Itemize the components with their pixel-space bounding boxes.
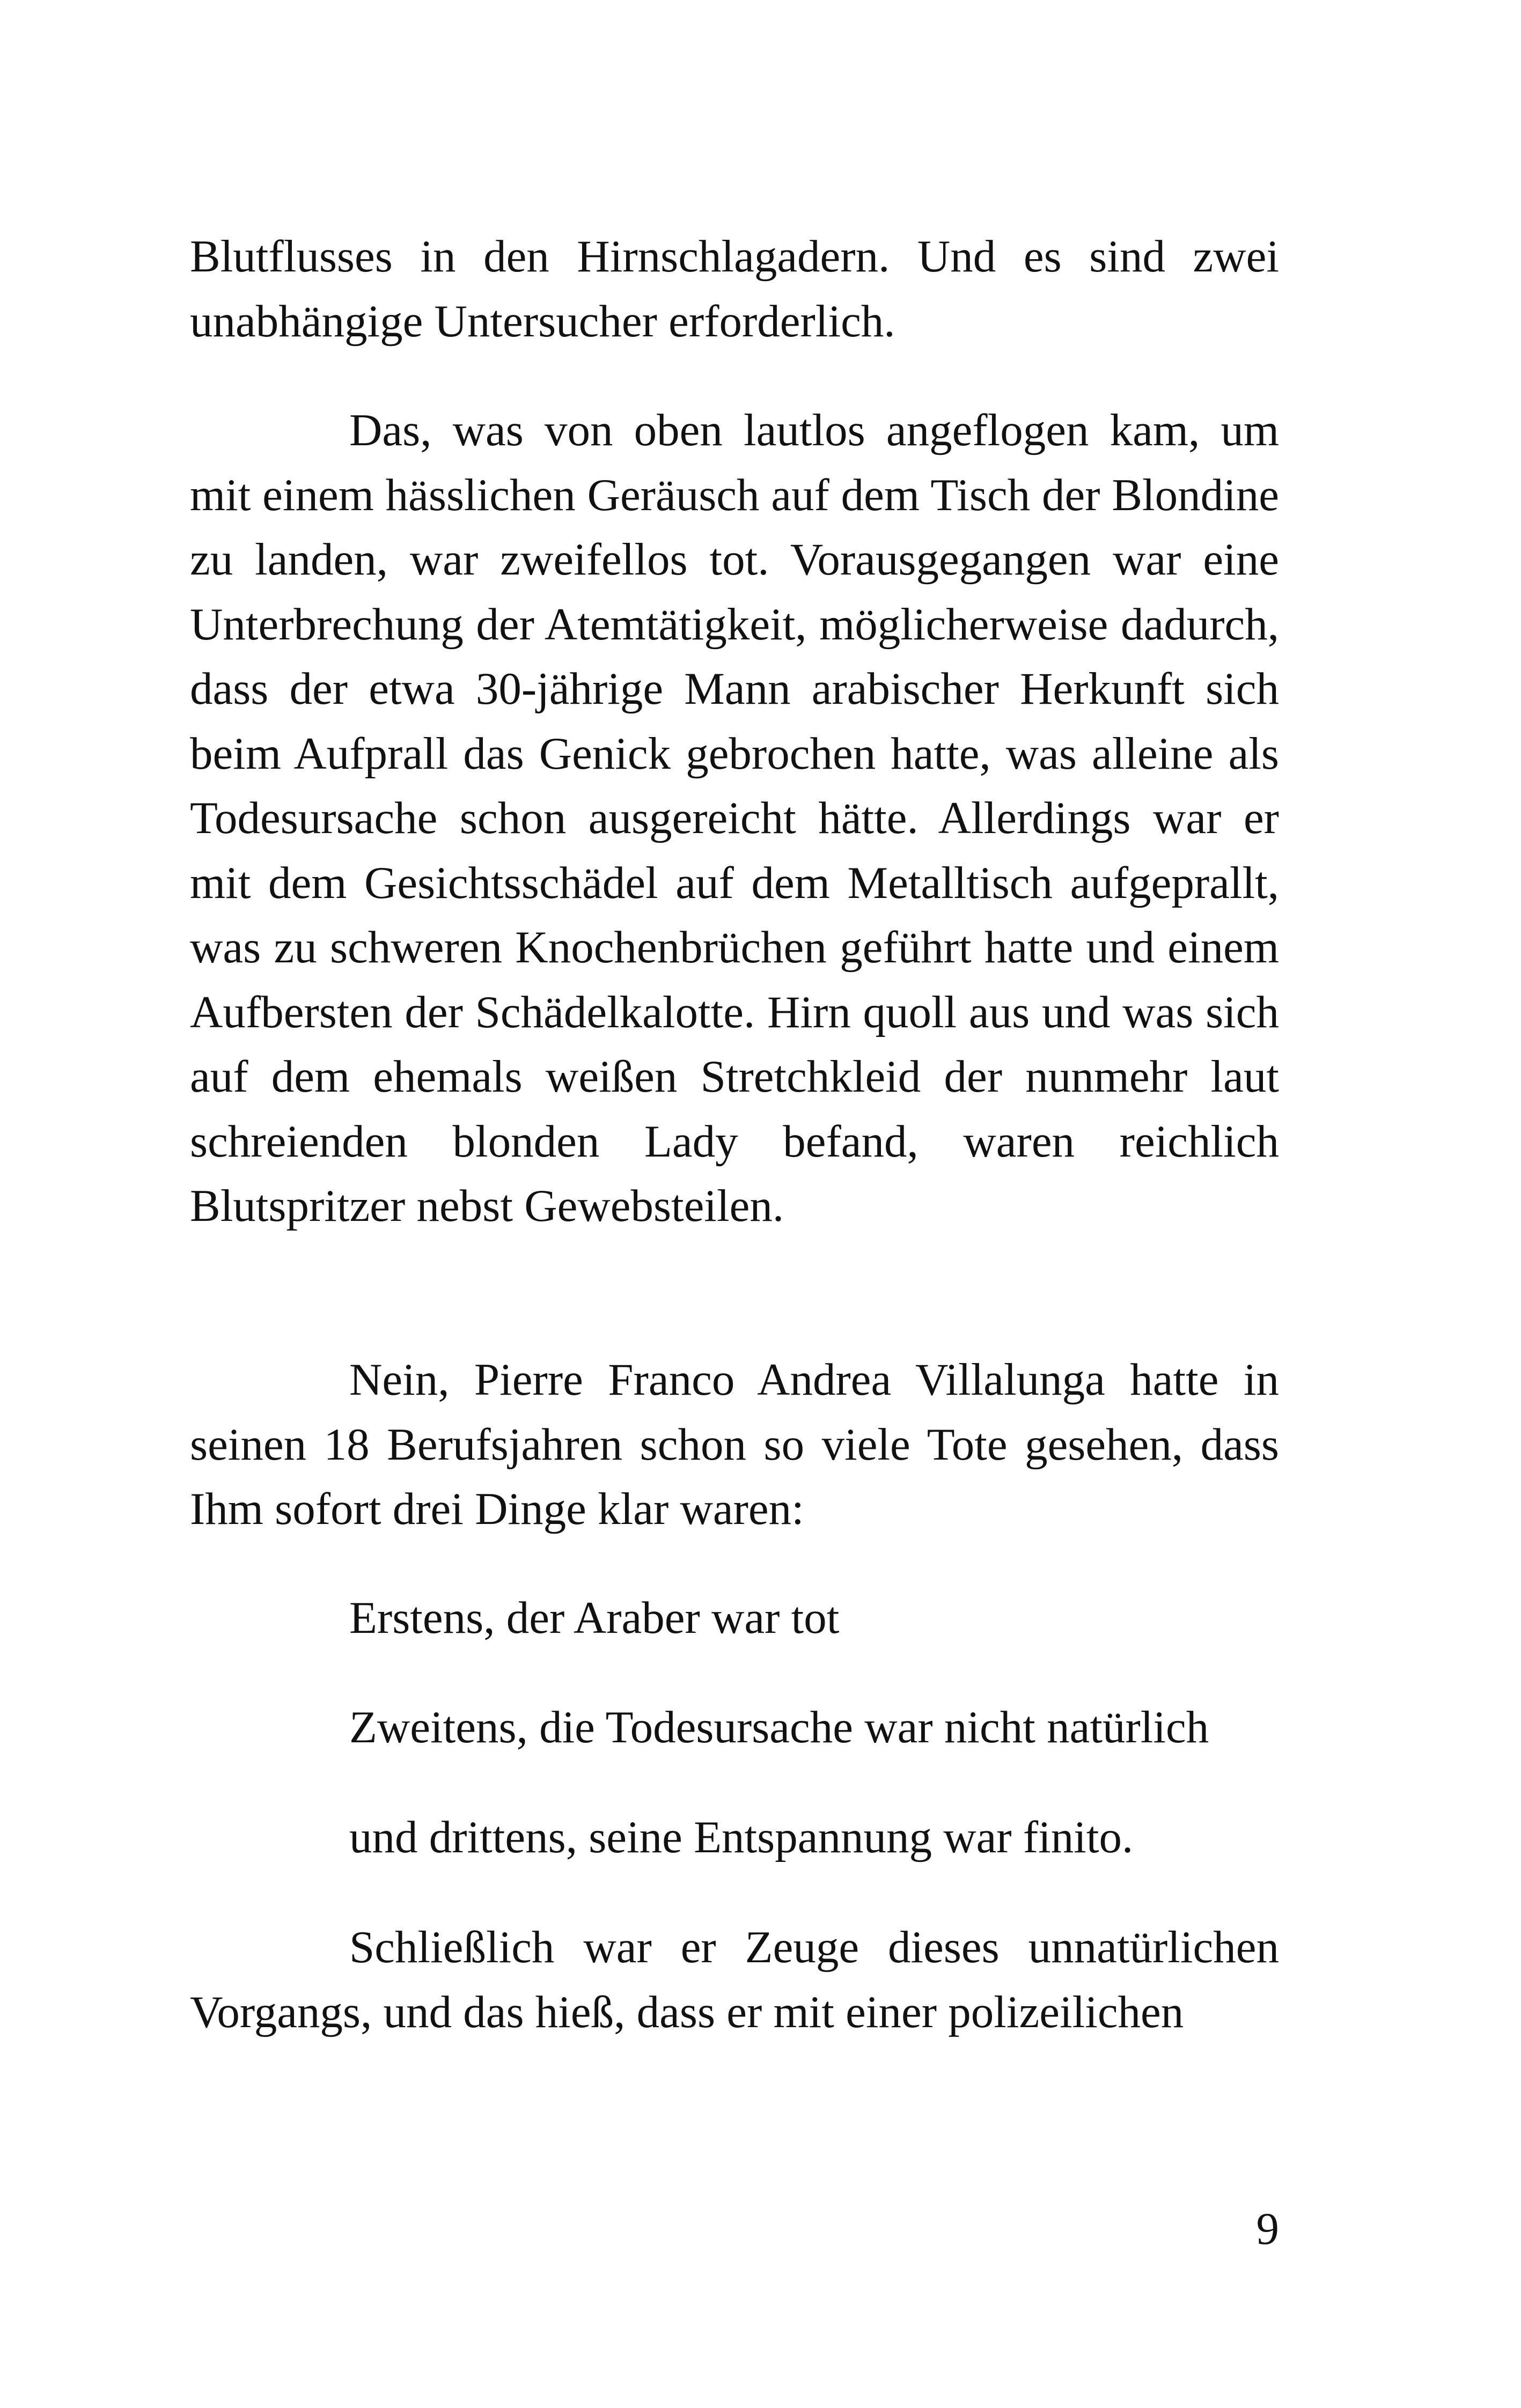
paragraph-villalunga <box>190 1347 1279 1542</box>
paragraph-3: Nein, Pierre Franco Andrea Villalunga hatte in seinen 18 Berufsjahren schon so viele Tote gesehen, dass Ihm sofort drei Dinge klar waren: <box>190 1354 1279 1534</box>
page-number: 9 <box>1256 2204 1279 2254</box>
paragraph-2: Das, was von oben lautlos angeflogen kam, um mit einem hässlichen Geräusch auf dem Tisch der Blondine zu landen, war zweifellos tot. Vorausgegangen war eine Unterbrechung der Atemtätigkeit, möglicherweise dadurch, dass der etwa 30-jährige Mann arabischer Herkunft sich beim Aufprall das Genick gebrochen hatte, was alleine als Todesursache schon ausgereicht hätte. Allerdings war er mit dem Gesichtsschädel auf dem Metalltisch aufgeprallt, was zu schweren Knochenbrüchen geführt hatte und einem Aufbersten der Schädelkalotte. Hirn quoll aus und was sich auf dem ehemals weißen Stretchkleid der nunmehr laut schreienden blonden Lady befand, waren reichlich Blutspritzer nebst Gewebsteilen. <box>190 405 1279 1231</box>
paragraph-1: Blutflusses in den Hirnschlagadern. Und es sind zwei unabhängige Untersucher erforderlich. <box>190 231 1279 347</box>
paragraph-conclusion <box>190 1915 1279 2044</box>
paragraph-4: Schließlich war er Zeuge dieses unnatürlichen Vorgangs, und das hieß, dass er mit einer polizeilichen <box>190 1922 1279 2037</box>
list-item-first: Erstens, der Araber war tot <box>349 1593 840 1643</box>
paragraph-falling-body <box>190 398 1279 1239</box>
paragraph-continuation <box>190 224 1279 354</box>
list-item-second: Zweitens, die Todesursache war nicht natürlich <box>349 1702 1209 1752</box>
list-item-third: und drittens, seine Entspannung war finito. <box>349 1812 1134 1862</box>
